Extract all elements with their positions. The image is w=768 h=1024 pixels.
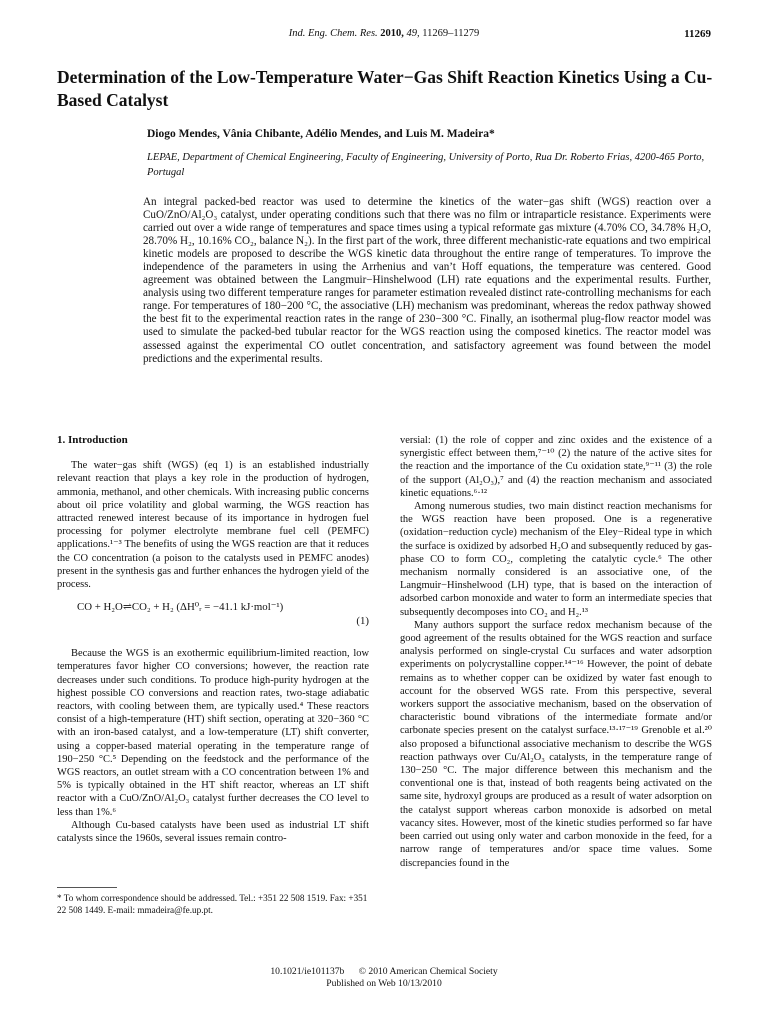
intro-paragraph-6: Many authors support the surface redox mechanism because of the good agreement of the results obtained for the WGS reaction and surface analysis performed on single-crystal Cu surfaces and water adsorption experiments on polycrystalline copper.¹⁴⁻¹⁶ However, the point of debate remains as to whether copper can be oxidized by water fast enough to account for the observed WGS rate. From this perspective, several workers support the associative mechanism, based on the observation of characteristic bound vibrations of the intermediate formate and/or carbonate species present on the catalyst surface.¹³·¹⁷⁻¹⁹ Grenoble et al.²⁰ also proposed a bifunctional associative mechanism to describe the WGS reaction pathways over Cu/Al₂O₃ catalysts, in the temperature range of 130−250 °C. The major difference between this mechanism and the conventional one is that, instead of both reagents being activated on the same site, hydroxyl groups are produced as a result of water adsorption on the catalyst support whereas carbon monoxide is adsorbed on metal vacancy sites. However, most of the kinetic studies performed so far have been carried out using only water and carbon monoxide in the feed, for a narrow range of temperatures and/or space time values. Some discrepancies found in the [400, 619, 712, 869]
journal-pages: 11269–11279 [422, 28, 480, 39]
copyright: © 2010 American Chemical Society [358, 966, 498, 977]
equation-body: CO + H₂O⇌CO₂ + H₂ (ΔH⁰ᵣ = −41.1 kJ·mol⁻¹) [77, 601, 284, 614]
journal-citation [0, 28, 768, 39]
abstract: An integral packed-bed reactor was used to determine the kinetics of the water−gas shift (WGS) reaction over a CuO/ZnO/Al₂O₃ catalyst, under operating conditions such that there was no film or intraparticle resistance. Experiments were carried out over a wide range of temperatures and space times using a typical reformate gas mixture (4.70% CO, 34.78% H₂O, 28.70% H₂, 10.16% CO₂, balance N₂). In the first part of the work, three different mechanistic-rate equations and two empirical kinetic models are proposed to describe the WGS kinetic data throughout the entire range of temperatures. To improve the independence of the parameters in using the Arrhenius and van’t Hoff equations, the temperature was centered. Good agreement was obtained between the Langmuir−Hinshelwood (LH) rate equations and the experimental results. Further, analysis using two different temperature ranges for parameter estimation revealed distinct rate-controlling mechanisms for each range. For temperatures of 180−200 °C, the associative (LH) mechanism was predominant, whereas the redox pathway showed the best fit to the experimental reaction rates in the range of 230−300 °C. Finally, an isothermal plug-flow reactor model was used to simulate the packed-bed tubular reactor for the WGS reaction using the composed kinetics. The reactor model was assessed against the experimental CO outlet concentration, and satisfactory agreement was found between the model predictions and the experimental results. [143, 196, 711, 365]
intro-paragraph-3: Although Cu-based catalysts have been used as industrial LT shift catalysts since the 1960s, several issues remain contro- [57, 819, 369, 845]
correspondence-footnote: * To whom correspondence should be addressed. Tel.: +351 22 508 1519. Fax: +351 22 508 1449. E-mail: mmadeira@fe.up.pt. [57, 893, 368, 915]
left-column [57, 434, 369, 845]
intro-paragraph-1: The water−gas shift (WGS) (eq 1) is an established industrially relevant reaction that plays a key role in the production of hydrogen, ammonia, methanol, and other chemicals. With increasing public concerns about oil price volatility and global warming, the WGS reaction has attracted renewed interest because of its importance in hydrogen fuel processing for polymer electrolyte membrane fuel cell (PEMFC) applications.¹⁻³ The benefits of using the WGS reaction are that it reduces the CO concentration (a poison to the catalysts used in PEMFC anodes) present in the synthesis gas and further enhances the hydrogen yield of the process. [57, 460, 369, 591]
journal-abbrev: Ind. Eng. Chem. Res. [288, 28, 378, 39]
affiliation: LEPAE, Department of Chemical Engineering, Faculty of Engineering, University of Porto, Rua Dr. Roberto Frias, 4200-465 Porto, Portugal [147, 152, 705, 178]
right-column [400, 434, 712, 870]
doi: 10.1021/ie101137b [270, 966, 345, 977]
section-heading-introduction: 1. Introduction [57, 434, 128, 446]
page-footer [0, 966, 768, 990]
author-list: Diogo Mendes, Vânia Chibante, Adélio Mendes, and Luis M. Madeira* [147, 128, 495, 140]
intro-paragraph-5: Among numerous studies, two main distinct reaction mechanisms for the WGS reaction have been proposed. One is a regenerative (oxidation−reduction cycle) mechanism of the Eley−Rideal type in which the surface is oxidized by adsorbed H₂O and subsequently reduced by gas-phase CO to form CO₂, completing the catalytic cycle.⁶ The other mechanism normally considered is an associative one, of the Langmuir−Hinshelwood (LH) type, that is based on the interaction of adsorbed carbon monoxide and water to form an intermediate species that subsequently decomposes into CO₂ and H₂.¹³ [400, 501, 712, 618]
article-title: Determination of the Low-Temperature Water−Gas Shift Reaction Kinetics Using a Cu-Based Catalyst [57, 67, 713, 110]
publication-date: Published on Web 10/13/2010 [326, 978, 442, 989]
running-header [0, 28, 768, 42]
intro-paragraph-4: versial: (1) the role of copper and zinc oxides and the existence of a synergistic effect between them,⁷⁻¹⁰ (2) the nature of the active sites for the reaction and the importance of the Cu oxidation state,⁹⁻¹¹ (3) the role of the support (Al₂O₃),⁷ and (4) the reaction mechanism and associated kinetic equations.⁶·¹² [400, 435, 712, 499]
footnote-rule [57, 887, 117, 888]
journal-year: 2010, [380, 28, 404, 39]
journal-volume: 49, [406, 28, 420, 39]
equation-number: (1) [356, 615, 369, 628]
equation-1 [57, 601, 369, 633]
page-number: 11269 [684, 28, 711, 40]
intro-paragraph-2: Because the WGS is an exothermic equilibrium-limited reaction, low temperatures favor higher CO conversions; however, the reaction rate decreases under such conditions. To produce high-purity hydrogen at the highest possible CO conversions and reaction rates, two-stage adiabatic reactors, with cooling between them, are typically used.⁴ These reactors consist of a high-temperature (HT) shift section, operating at 320−360 °C with an iron-based catalyst, and a low-temperature (LT) shift converter, using a copper-based material operating in the temperature range of 190−250 °C.⁵ Depending on the feedstock and the performance of the WGS reactors, an outlet stream with a CO concentration between 1% and 5% is typically obtained in the HT shift reactor, whereas an LT shift reactor with a CuO/ZnO/Al₂O₃ catalyst further decreases the CO level to less than 1%.⁶ [57, 648, 369, 818]
